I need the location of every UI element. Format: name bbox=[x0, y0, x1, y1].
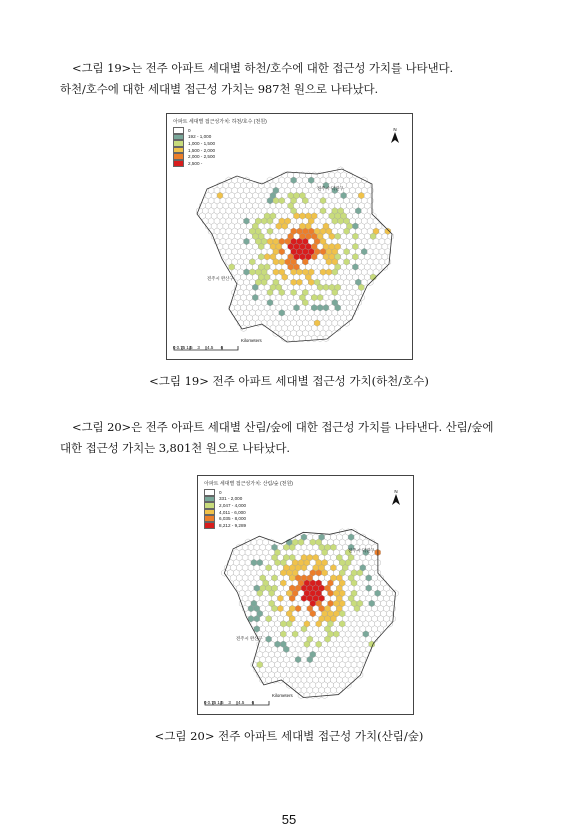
legend-swatch bbox=[173, 127, 184, 134]
legend-item bbox=[173, 140, 267, 147]
legend-label: 8,212 - 9,289 bbox=[219, 522, 247, 528]
legend-item bbox=[204, 502, 293, 509]
district-label-wansan: 전주시 완산구 bbox=[236, 636, 263, 641]
scale-unit: Kilometers bbox=[241, 338, 262, 343]
paragraph-line: 대한 접근성 가치는 3,801천 원으로 나타났다. bbox=[60, 441, 290, 455]
north-arrow-icon bbox=[391, 488, 401, 506]
figure-20-map bbox=[197, 475, 414, 715]
legend-label: 4,011 - 6,000 bbox=[219, 509, 246, 515]
figure-20-caption: <그림 20> 전주 아파트 세대별 접근성 가치(산림/숲) bbox=[154, 729, 424, 743]
legend-swatch bbox=[204, 502, 215, 509]
legend-item bbox=[173, 147, 267, 154]
legend-label: 2,000 - 2,500 bbox=[188, 154, 216, 160]
legend-item bbox=[204, 489, 293, 496]
legend-swatch bbox=[173, 140, 184, 147]
scale-unit: Kilometers bbox=[272, 693, 293, 698]
scale-bar bbox=[173, 337, 263, 355]
legend-swatch bbox=[173, 134, 184, 141]
legend-label: 192 - 1,000 bbox=[188, 134, 212, 140]
legend-item bbox=[173, 127, 267, 134]
legend-title: 아파트 세대별 접근성가치: 하천/호수 (천원) bbox=[173, 119, 267, 125]
district-label-deokjin: 전주시 덕진구 bbox=[348, 548, 375, 553]
north-label: N bbox=[393, 127, 397, 132]
paragraph-line: 하천/호수에 대한 세대별 접근성 가치는 987천 원으로 나타났다. bbox=[60, 82, 379, 96]
figure-19-map bbox=[166, 113, 413, 360]
scale-ticks: 0 0.75 1.5 3 4.5 6 bbox=[204, 700, 255, 705]
legend-swatch bbox=[204, 522, 215, 529]
figure-19-caption: <그림 19> 전주 아파트 세대별 접근성 가치(하천/호수) bbox=[149, 374, 429, 388]
legend-item bbox=[173, 153, 267, 160]
legend-item bbox=[204, 522, 293, 529]
legend-swatch bbox=[173, 147, 184, 154]
district-label-deokjin: 전주시 덕진구 bbox=[317, 186, 344, 191]
paragraph-figure19-intro bbox=[60, 58, 530, 100]
legend-item bbox=[204, 515, 293, 522]
scale-bar bbox=[204, 692, 294, 710]
legend-swatch bbox=[204, 489, 215, 496]
legend-swatch bbox=[204, 509, 215, 516]
legend-item bbox=[173, 134, 267, 141]
district-label-wansan: 전주시 완산구 bbox=[207, 276, 234, 281]
paragraph-figure20-intro bbox=[60, 417, 530, 459]
map-legend bbox=[173, 118, 267, 167]
legend-label: 2,500 - bbox=[188, 160, 203, 166]
paragraph-line: <그림 19>는 전주 아파트 세대별 하천/호수에 대한 접근성 가치를 나타낸다. bbox=[72, 61, 454, 75]
legend-swatch bbox=[204, 515, 215, 522]
page-number: 55 bbox=[281, 812, 297, 827]
paragraph-line: <그림 20>은 전주 아파트 세대별 산림/숲에 대한 접근성 가치를 나타낸다. 산림/숲에 bbox=[72, 420, 494, 434]
north-arrow-icon bbox=[390, 126, 400, 144]
legend-label: 331 - 2,000 bbox=[219, 496, 243, 502]
legend-swatch bbox=[173, 160, 184, 167]
legend-item bbox=[204, 509, 293, 516]
legend-label: 0 bbox=[188, 127, 191, 133]
legend-label: 0 bbox=[219, 489, 222, 495]
scale-ticks: 0 0.75 1.5 3 4.5 6 bbox=[173, 345, 224, 350]
map-legend bbox=[204, 480, 293, 529]
legend-label: 1,500 - 2,000 bbox=[188, 147, 216, 153]
legend-label: 1,000 - 1,500 bbox=[188, 140, 216, 146]
north-label: N bbox=[394, 489, 398, 494]
legend-item bbox=[173, 160, 267, 167]
legend-title: 아파트 세대별 접근성가치: 산림/숲 (천원) bbox=[204, 481, 293, 487]
legend-swatch bbox=[204, 496, 215, 503]
legend-item bbox=[204, 496, 293, 503]
legend-label: 2,047 - 4,000 bbox=[219, 502, 247, 508]
legend-label: 6,035 - 8,000 bbox=[219, 516, 247, 522]
legend-swatch bbox=[173, 153, 184, 160]
